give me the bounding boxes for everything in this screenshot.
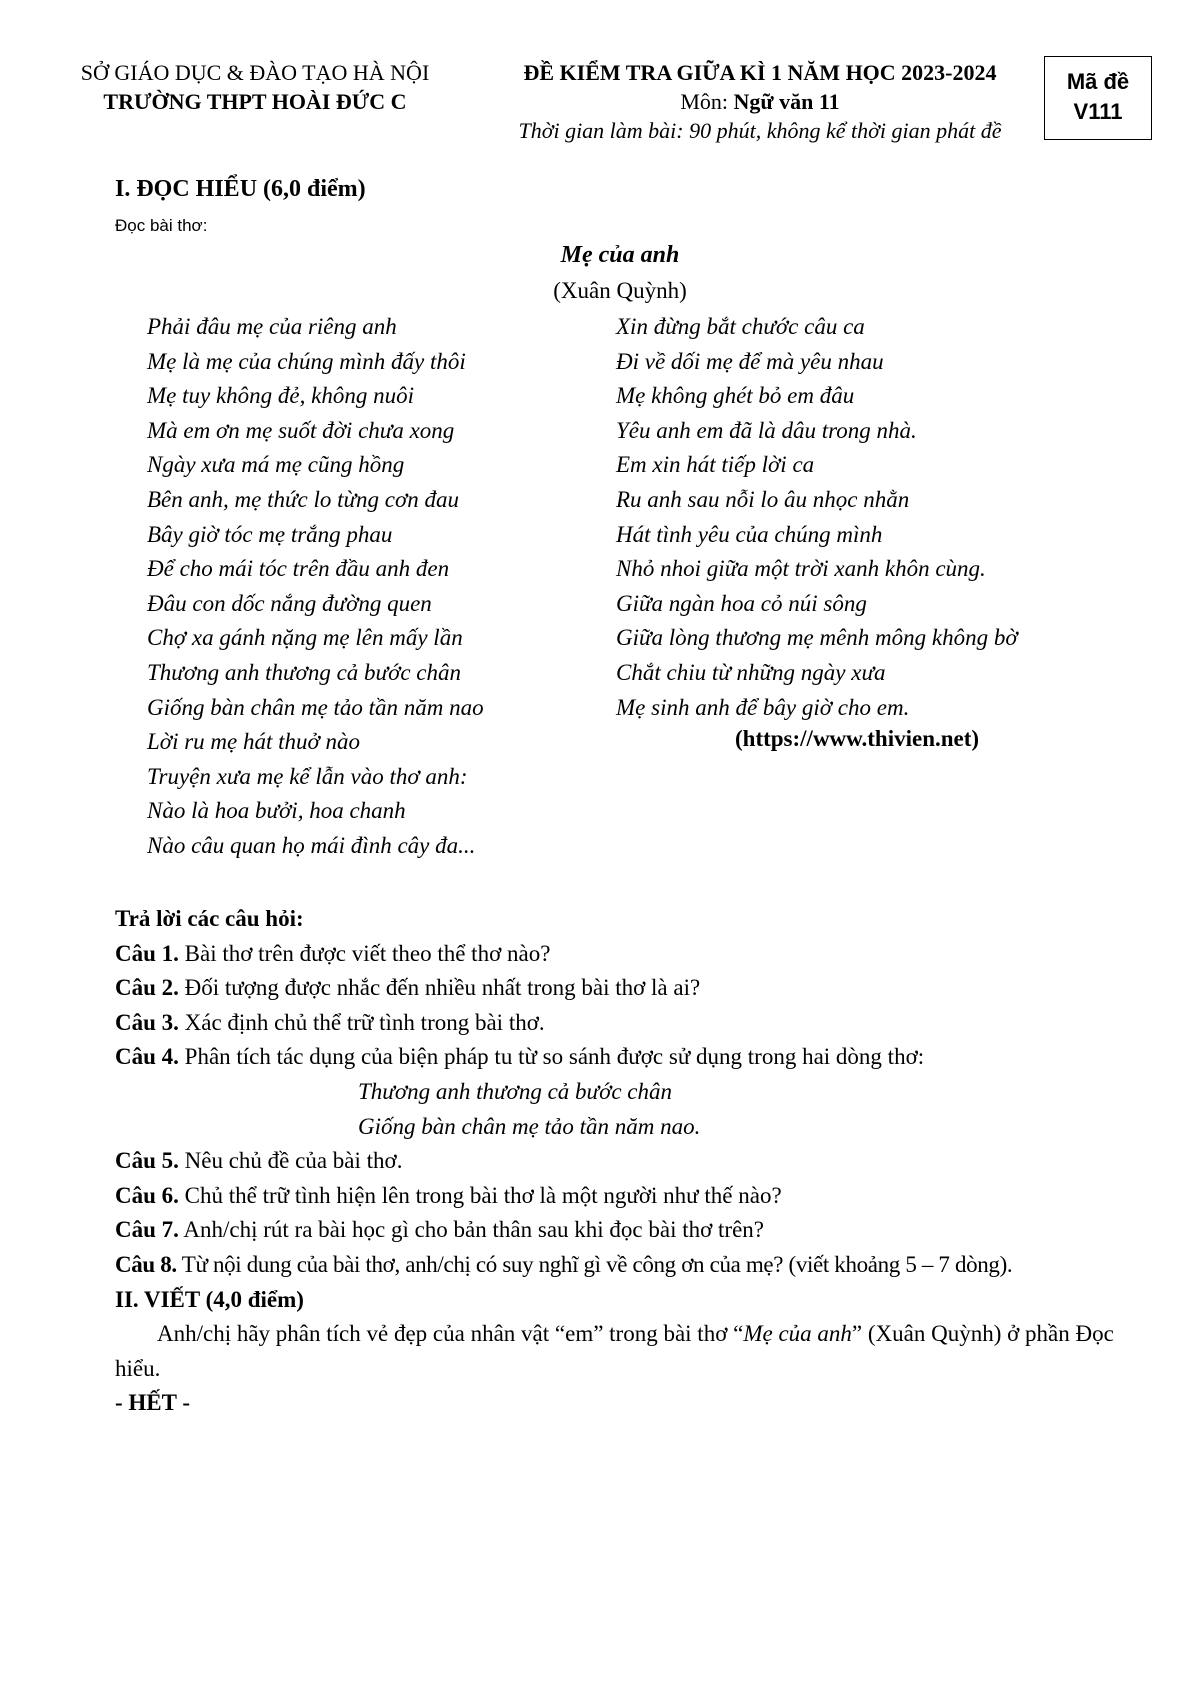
question-label: Câu 7.: [115, 1217, 179, 1243]
poem-line: Lời ru mẹ hát thuở nào: [147, 729, 361, 755]
poem-line: Mẹ tuy không đẻ, không nuôi: [147, 383, 414, 409]
poem-source: (https://www.thivien.net): [735, 726, 980, 751]
question-text: Phân tích tác dụng của biện pháp tu từ so sánh được sử dụng trong hai dòng thơ:: [178, 1044, 925, 1070]
poem-line: Ru anh sau nỗi lo âu nhọc nhằn: [616, 486, 910, 512]
question-label: Câu 6.: [115, 1182, 179, 1208]
poem-line: Nào câu quan họ mái đình cây đa...: [147, 832, 476, 858]
poem-line: Mẹ không ghét bỏ em đâu: [616, 383, 855, 409]
subject-label: Môn:: [680, 89, 734, 114]
question-2: [115, 971, 1125, 1006]
exam-title: ĐỀ KIỂM TRA GIỮA KÌ 1 NĂM HỌC 2023-2024: [523, 60, 997, 85]
poem-line: Đâu con dốc nắng đường quen: [147, 590, 432, 616]
question-label: Câu 5.: [115, 1148, 179, 1174]
poem-line: Bên anh, mẹ thức lo từng cơn đau: [147, 486, 460, 512]
question-text: Anh/chị rút ra bài học gì cho bản thân sau khi đọc bài thơ trên?: [178, 1217, 764, 1243]
question-label: Câu 4.: [115, 1044, 179, 1070]
question-text: Từ nội dung của bài thơ, anh/chị có suy nghĩ gì về công ơn của mẹ? (viết khoảng 5 – 7 dòng).: [176, 1251, 1013, 1277]
poem-line: Ngày xưa má mẹ cũng hồng: [147, 452, 405, 478]
poem-line: Giống bàn chân mẹ tảo tần năm nao: [147, 694, 484, 720]
section-writing-heading: II. VIẾT (4,0 điểm): [115, 1286, 304, 1312]
quoted-line: Giống bàn chân mẹ tảo tần năm nao.: [358, 1113, 701, 1139]
question-3: [115, 1006, 1125, 1041]
question-text: Bài thơ trên được viết theo thể thơ nào?: [178, 940, 551, 966]
poem-line: Để cho mái tóc trên đầu anh đen: [147, 556, 450, 582]
end-marker: - HẾT -: [115, 1390, 190, 1416]
exam-code-label: Mã đề: [1066, 69, 1130, 94]
question-text: Xác định chủ thể trữ tình trong bài thơ.: [178, 1009, 545, 1035]
question-7: [115, 1213, 1125, 1248]
poem-line: Mẹ là mẹ của chúng mình đấy thôi: [147, 348, 466, 374]
question-label: Câu 2.: [115, 975, 179, 1001]
subject-line: [470, 87, 1050, 116]
poem-title: Mẹ của anh: [560, 242, 680, 268]
poem-line: Mà em ơn mẹ suốt đời chưa xong: [147, 417, 455, 443]
poem-line: Đi về dối mẹ để mà yêu nhau: [616, 348, 884, 374]
question-6: [115, 1179, 1125, 1214]
question-text: Đối tượng được nhắc đến nhiều nhất trong bài thơ là ai?: [178, 975, 701, 1001]
poem-line: Yêu anh em đã là dâu trong nhà.: [616, 417, 917, 443]
exam-code: V111: [1073, 99, 1123, 124]
question-4: [115, 1040, 1125, 1075]
poem-line: Bây giờ tóc mẹ trắng phau: [147, 521, 393, 547]
section-reading-heading: I. ĐỌC HIỂU (6,0 điểm): [115, 176, 366, 202]
exam-code-box: [1044, 56, 1152, 140]
poem-line: Em xin hát tiếp lời ca: [616, 452, 815, 478]
poem-line: Xin đừng bắt chước câu ca: [616, 314, 865, 339]
poem-line: Phải đâu mẹ của riêng anh: [147, 314, 397, 339]
poem-left-column: [147, 310, 484, 864]
reading-intro: Đọc bài thơ:: [115, 216, 208, 235]
poem-line: Nào là hoa bưởi, hoa chanh: [147, 798, 406, 824]
poem-line: Hát tình yêu của chúng mình: [616, 521, 883, 547]
questions-block: [115, 902, 1125, 1421]
department-name: SỞ GIÁO DỤC & ĐÀO TẠO HÀ NỘI: [80, 60, 430, 85]
writing-prompt-start: Anh/chị hãy phân tích vẻ đẹp của nhân vật “em” trong bài thơ “: [157, 1321, 744, 1347]
poem-right-column: [616, 310, 1018, 725]
question-8: [115, 1248, 1125, 1283]
header-left: [50, 58, 460, 116]
quoted-line: Thương anh thương cả bước chân: [358, 1078, 673, 1104]
poem-line: Nhỏ nhoi giữa một trời xanh khôn cùng.: [616, 556, 986, 582]
question-1: [115, 937, 1125, 972]
school-name: TRƯỜNG THPT HOÀI ĐỨC C: [103, 89, 407, 114]
poem-line: Chợ xa gánh nặng mẹ lên mấy lần: [147, 625, 463, 651]
poem-line: Thương anh thương cả bước chân: [147, 659, 462, 685]
question-text: Chủ thể trữ tình hiện lên trong bài thơ là một người như thế nào?: [178, 1182, 782, 1208]
question-text: Nêu chủ đề của bài thơ.: [178, 1148, 403, 1174]
question-label: Câu 8.: [115, 1251, 177, 1277]
header-right: [470, 58, 1050, 145]
questions-heading: Trả lời các câu hỏi:: [115, 906, 304, 931]
poem-author: (Xuân Quỳnh): [553, 278, 687, 303]
poem-line: Mẹ sinh anh để bây giờ cho em.: [616, 694, 910, 720]
writing-prompt-end: ” (Xuân Quỳnh) ở phần Đọc hiểu.: [115, 1321, 1114, 1381]
poem-line: Giữa lòng thương mẹ mênh mông không bờ: [616, 625, 1018, 651]
poem-line: Truyện xưa mẹ kể lẫn vào thơ anh:: [147, 763, 468, 789]
poem-line: Chắt chiu từ những ngày xưa: [616, 659, 886, 685]
poem-line: Giữa ngàn hoa cỏ núi sông: [616, 590, 867, 616]
question-label: Câu 1.: [115, 940, 179, 966]
subject-name: Ngữ văn 11: [733, 89, 840, 114]
writing-prompt: [115, 1317, 1125, 1386]
question-5: [115, 1144, 1125, 1179]
writing-prompt-title: Mẹ của anh: [743, 1321, 852, 1347]
question-label: Câu 3.: [115, 1009, 179, 1035]
exam-duration: Thời gian làm bài: 90 phút, không kể thời gian phát đề: [518, 118, 1002, 143]
